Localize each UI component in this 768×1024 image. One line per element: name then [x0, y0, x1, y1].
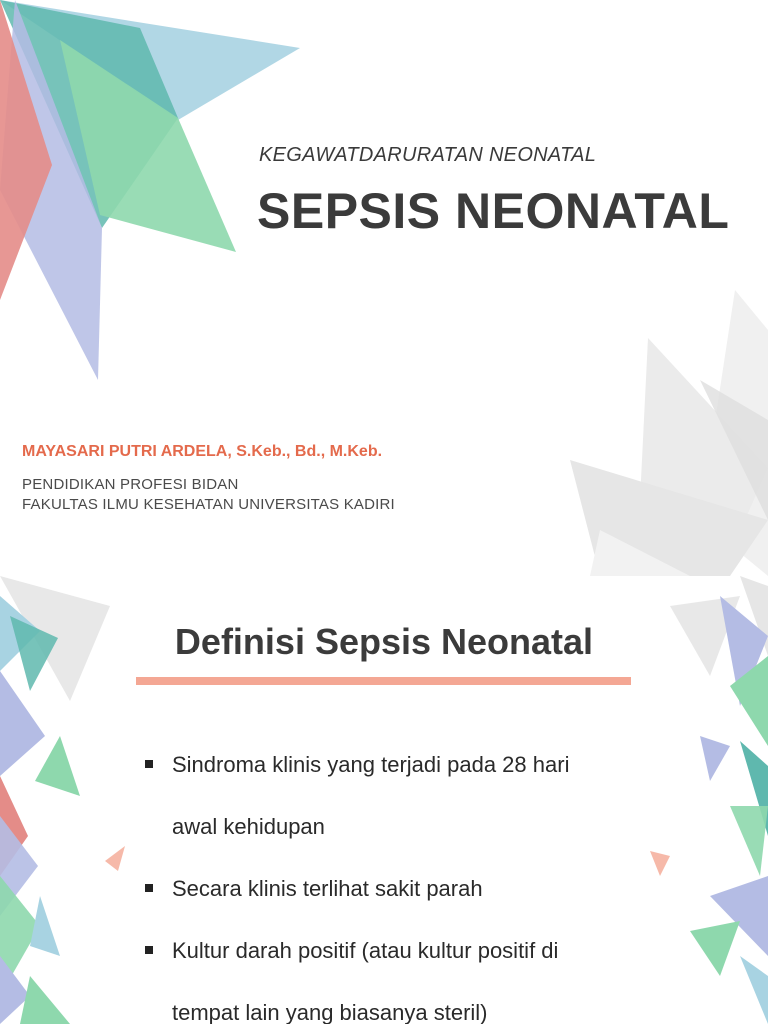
affiliation-faculty: FAKULTAS ILMU KESEHATAN UNIVERSITAS KADIRI [22, 496, 395, 513]
bullet-square-icon [145, 946, 153, 954]
affiliation-program: PENDIDIKAN PROFESI BIDAN [22, 476, 239, 493]
definition-title: Definisi Sepsis Neonatal [174, 621, 594, 662]
author-name: MAYASARI PUTRI ARDELA, S.Keb., Bd., M.Keb. [22, 443, 383, 460]
list-item: Sindroma klinis yang terjadi pada 28 hari awal kehidupan [145, 734, 615, 858]
slide-title: SEPSIS NEONATAL [257, 183, 730, 239]
slide-subtitle: KEGAWATDARURATAN NEONATAL [259, 144, 597, 166]
bullet-square-icon [145, 884, 153, 892]
list-item: Kultur darah positif (atau kultur positif di tempat lain yang biasanya steril) [145, 920, 615, 1024]
title-underline [136, 677, 631, 685]
definition-slide [0, 576, 768, 1024]
list-item: Secara klinis terlihat sakit parah [145, 858, 615, 920]
definition-list [145, 734, 615, 1024]
bullet-square-icon [145, 760, 153, 768]
